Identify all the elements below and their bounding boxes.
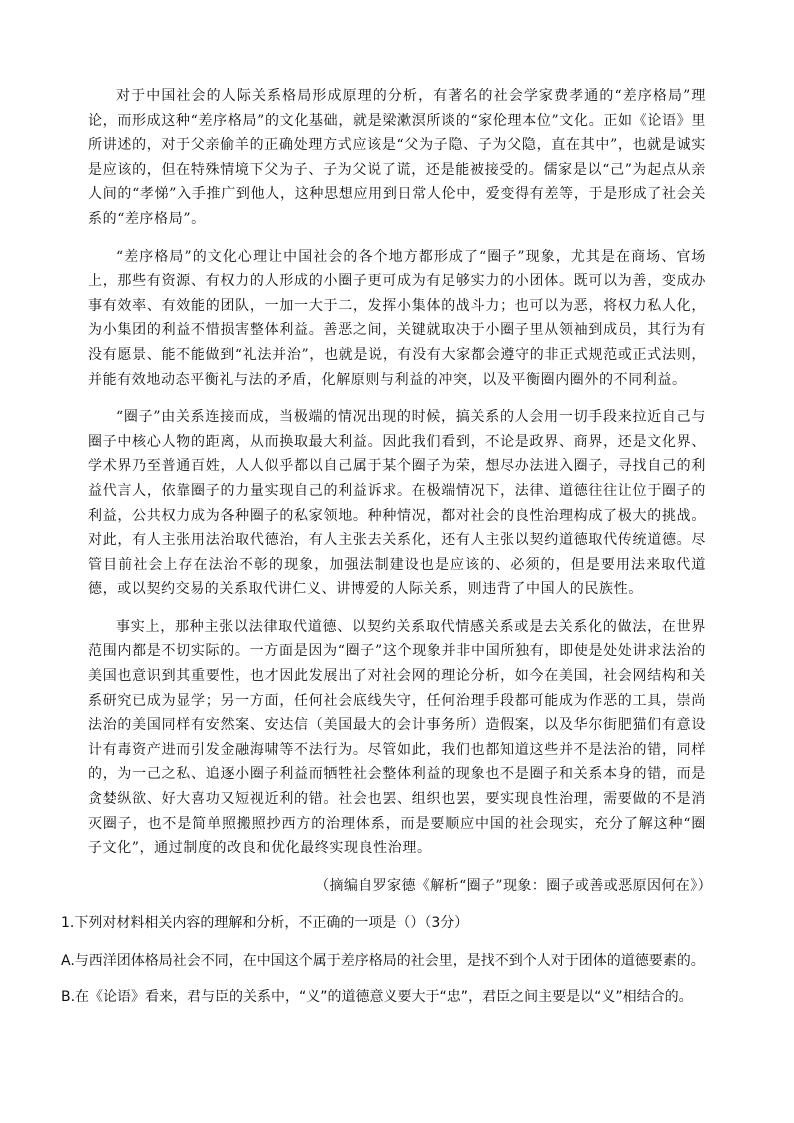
reading-passage xyxy=(88,84,706,861)
passage-paragraph-2: “差序格局”的文化心理让中国社会的各个地方都形成了“圈子”现象，尤其是在商场、官场上，那些有资源、有权力的人形成的小圈子更可成为有足够实力的小团体。既可以为善，变成办事有效率、有效能的团队，一加一大于二，发挥小集体的战斗力；也可以为恶，将权力私人化，为小集团的利益不惜损害整体利益。善恶之间，关键就取决于小圈子里从领袖到成员，其行为有没有愿景、能不能做到“礼法并治”，也就是说，有没有大家都会遵守的非正式规范或正式法则，并能有效地动态平衡礼与法的矛盾，化解原则与利益的冲突，以及平衡圈内圈外的不同利益。 xyxy=(88,248,706,388)
passage-paragraph-4: 事实上，那种主张以法律取代道德、以契约关系取代情感关系或是去关系化的做法，在世界范围内都是不切实际的。一方面是因为“圈子”这个现象并非中国所独有，即使是处处讲求法治的美国也意识到其重要性，也才因此发展出了对社会网的理论分析，如今在美国，社会网结构和关系研究已成为显学；另一方面，任何社会底线失守，任何治理手段都可能成为作恶的工具，崇尚法治的美国同样有安然案、安达信（美国最大的会计事务所）造假案，以及华尔街肥猫们有意设计有毒资产进而引发金融海啸等不法行为。尽管如此，我们也都知道这些并不是法治的错，同样的，为一己之私、追逐小圈子利益而牺牲社会整体利益的现象也不是圈子和关系本身的错，而是贪婪纵欲、好大喜功又短视近利的错。社会也罢、组织也罢，要实现良性治理，需要做的不是消灭圈子，也不是简单照搬照抄西方的治理体系，而是要顺应中国的社会现实，充分了解这种“圈子文化”，通过制度的改良和优化最终实现良性治理。 xyxy=(88,618,706,857)
question-1-option-a: A.与西洋团体格局社会不同，在中国这个属于差序格局的社会里，是找不到个人对于团体的道德要素的。 xyxy=(61,952,705,969)
question-section xyxy=(61,910,721,1010)
passage-paragraph-1: 对于中国社会的人际关系格局形成原理的分析，有著名的社会学家费孝通的“差序格局”理论，而形成这种“差序格局”的文化基础，就是梁漱溟所谈的“家伦理本位”文化。正如《论语》里所讲述的，对于父亲偷羊的正确处理方式应该是“父为子隐、子为父隐，直在其中”，也就是诚实是应该的，但在特殊情境下父为子、子为父说了谎，还是能被接受的。儒家是以“己”为起点从亲人间的“孝悌”入手推广到他人，这种思想应用到日常人伦中，爱变得有差等，于是形成了社会关系的“差序格局”。 xyxy=(88,88,706,227)
question-1-option-b: B.在《论语》看来，君与臣的关系中，“义”的道德意义要大于“忠”，君臣之间主要是以“义”相结合的。 xyxy=(61,988,693,1005)
passage-source-citation: （摘编自罗家德《解析“圈子”现象：圈子或善或恶原因何在》） xyxy=(315,877,712,894)
passage-paragraph-3: “圈子”由关系连接而成，当极端的情况出现的时候，搞关系的人会用一切手段来拉近自己与圈子中核心人物的距离，从而换取最大利益。因此我们看到，不论是政界、商界，还是文化界、学术界乃至普通百姓，人人似乎都以自己属于某个圈子为荣，想尽办法进入圈子，寻找自己的利益代言人，依靠圈子的力量实现自己的利益诉求。在极端情况下，法律、道德往往让位于圈子的利益，公共权力成为各种圈子的私家领地。种种情况，都对社会的良性治理构成了极大的挑战。对此，有人主张用法治取代德治，有人主张去关系化，还有人主张以契约道德取代传统道德。尽管目前社会上存在法治不彰的现象，加强法制建设也是应该的、必须的，但是要用法来取代道德，或以契约交易的关系取代讲仁义、讲博爱的人际关系，则违背了中国人的民族性。 xyxy=(88,409,706,598)
question-1-stem: 1.下列对材料相关内容的理解和分析，不正确的一项是（）（3分） xyxy=(61,914,469,931)
